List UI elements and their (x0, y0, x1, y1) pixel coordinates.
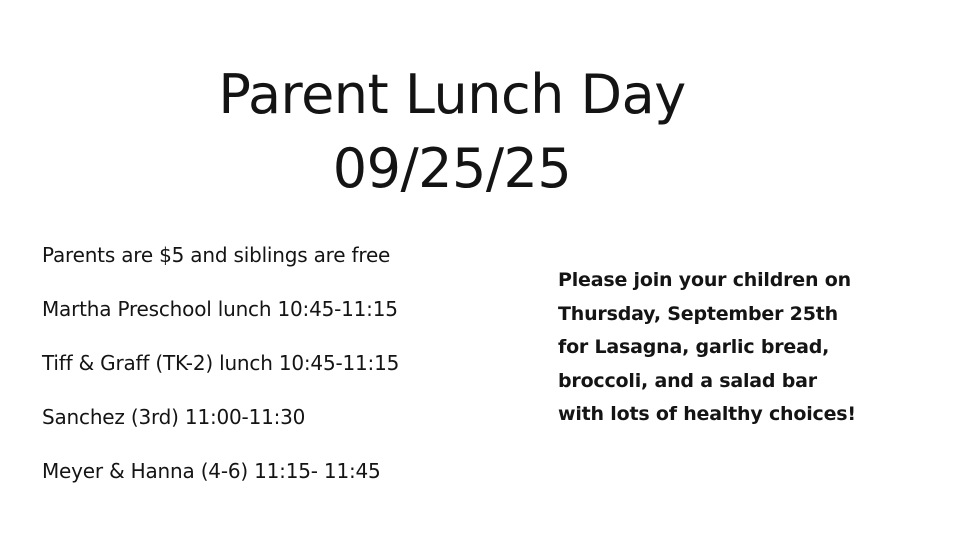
title-line-1: Parent Lunch Day (218, 63, 686, 126)
invite-line: Please join your children on (558, 269, 851, 291)
list-item: Martha Preschool lunch 10:45-11:15 (42, 297, 398, 321)
list-item: Sanchez (3rd) 11:00-11:30 (42, 405, 306, 429)
invite-line: broccoli, and a salad bar (558, 369, 817, 392)
list-item: Tiff & Graff (TK-2) lunch 10:45-11:15 (42, 351, 400, 375)
invitation-text (558, 264, 938, 432)
list-item: Meyer & Hanna (4-6) 11:15- 11:45 (42, 459, 381, 483)
lunch-schedule-list (42, 238, 512, 508)
page-title (0, 58, 904, 206)
title-date: 09/25/25 (332, 137, 572, 200)
list-item: Parents are $5 and siblings are free (42, 243, 391, 267)
invite-line: with lots of healthy choices! (558, 403, 856, 425)
invite-line: Thursday, September 25th (558, 302, 838, 325)
invite-line: for Lasagna, garlic bread, (558, 336, 830, 358)
